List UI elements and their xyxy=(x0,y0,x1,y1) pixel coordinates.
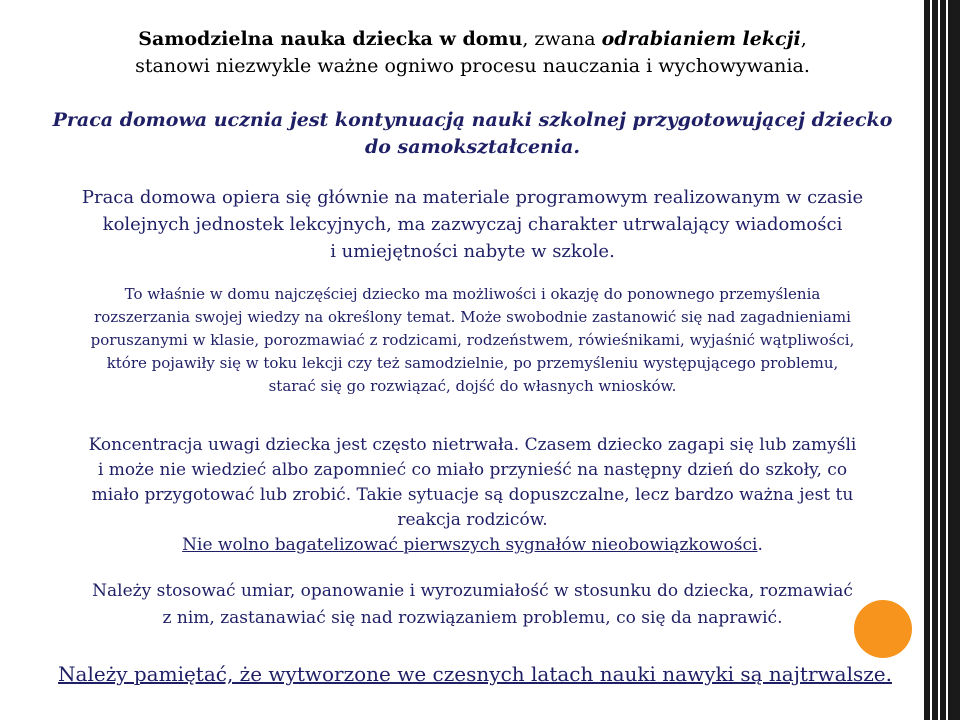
p6-line1: Należy stosować umiar, opanowanie i wyrozumiałość w stosunku do dziecka, rozmawiać xyxy=(92,581,853,601)
p5-line4: reakcja rodziców. xyxy=(397,510,548,530)
p3-line2: kolejnych jednostek lekcyjnych, ma zazwyczaj charakter utrwalający wiadomości xyxy=(102,214,843,235)
p7-line1: Należy pamiętać, że wytworzone we czesnych latach nauki nawyki są najtrwalsze. xyxy=(58,662,892,686)
homework-heading xyxy=(20,107,925,161)
p3-line3: i umiejętności nabyte w szkole. xyxy=(330,241,615,262)
p5-underlined-warning: Nie wolno bagatelizować pierwszych sygnałów nieobowiązkowości xyxy=(182,535,758,555)
p3-line1: Praca domowa opiera się głównie na materiale programowym realizowanym w czasie xyxy=(81,187,864,208)
intro-paragraph xyxy=(20,26,925,80)
p4-line5: starać się go rozwiązać, dojść do własnych wniosków. xyxy=(268,377,677,395)
habits-conclusion xyxy=(20,661,930,687)
decorative-side-strip xyxy=(924,0,960,720)
homework-basis-paragraph xyxy=(20,184,925,265)
p5-line5-end: . xyxy=(757,535,763,555)
intro-comma: , zwana xyxy=(522,28,602,50)
concentration-paragraph xyxy=(20,433,925,558)
orange-circle-icon xyxy=(854,600,912,658)
p4-line4: które pojawiły się w toku lekcji czy też samodzielnie, po przemyśleniu występującego problemu, xyxy=(106,354,839,372)
homework-heading-line2: do samokształcenia. xyxy=(364,136,581,158)
p4-line1: To właśnie w domu najczęściej dziecko ma możliwości i okazję do ponownego przemyślenia xyxy=(124,285,821,303)
p5-line1: Koncentracja uwagi dziecka jest często nietrwała. Czasem dziecko zagapi się lub zamyśli xyxy=(88,435,857,455)
p6-line2: z nim, zastanawiać się nad rozwiązaniem problemu, co się da naprawić. xyxy=(162,608,783,628)
moderation-paragraph xyxy=(20,578,925,632)
strip-line xyxy=(930,0,932,720)
strip-line xyxy=(946,0,948,720)
p5-line3: miało przygotować lub zrobić. Takie sytuacje są dopuszczalne, lecz bardzo ważna jest tu xyxy=(91,485,854,505)
intro-rest: , xyxy=(800,28,807,50)
intro-line2: stanowi niezwykle ważne ogniwo procesu nauczania i wychowywania. xyxy=(135,55,810,77)
strip-line xyxy=(938,0,940,720)
intro-bold: Samodzielna nauka dziecka w domu xyxy=(138,28,523,50)
p5-line2: i może nie wiedzieć albo zapomnieć co miało przynieść na następny dzień do szkoły, co xyxy=(97,460,848,480)
intro-italic: odrabianiem lekcji xyxy=(601,28,801,50)
home-learning-paragraph xyxy=(20,283,925,398)
homework-heading-line1: Praca domowa ucznia jest kontynuacją nauki szkolnej przygotowującej dziecko xyxy=(52,109,893,131)
p4-line2: rozszerzania swojej wiedzy na określony temat. Może swobodnie zastanowić się nad zagadnieniami xyxy=(94,308,851,326)
p4-line3: poruszanymi w klasie, porozmawiać z rodzicami, rodzeństwem, rówieśnikami, wyjaśnić wątpliwości, xyxy=(90,331,855,349)
